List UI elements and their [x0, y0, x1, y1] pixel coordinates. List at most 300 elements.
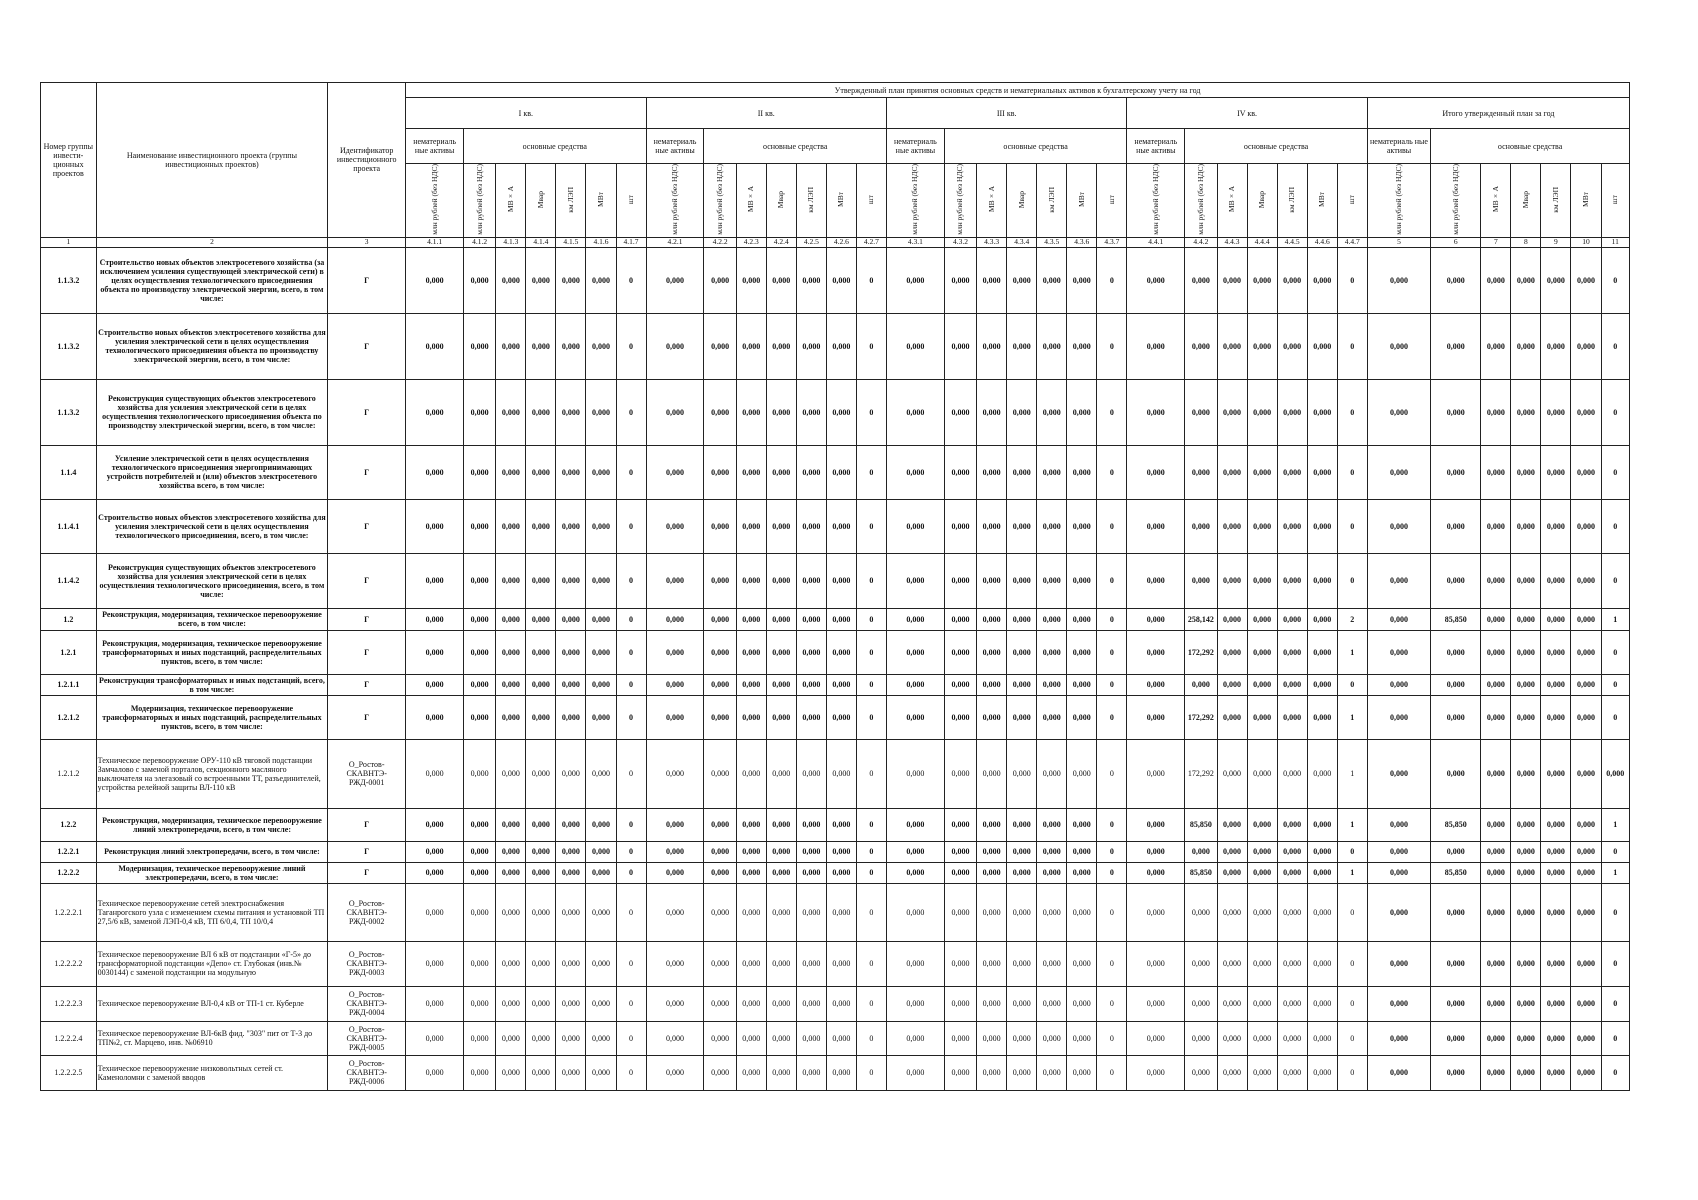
row-total-cell: 0,000 [1367, 739, 1430, 808]
row-total-cell: 0,000 [1367, 1021, 1430, 1055]
row-group-number: 1.1.4 [41, 445, 97, 499]
row-total-cell: 0,000 [1511, 445, 1541, 499]
column-number-row [41, 237, 1630, 247]
row-total-cell: 0,000 [1571, 313, 1601, 379]
column-number: 4.3.2 [944, 237, 976, 247]
row-value-cell: 0,000 [464, 630, 496, 674]
row-total-cell: 0,000 [1571, 841, 1601, 862]
row-value-cell: 0,000 [826, 808, 856, 841]
row-project-id: Г [328, 808, 406, 841]
row-total-cell: 0 [1601, 883, 1630, 941]
row-value-cell: 0,000 [1037, 695, 1067, 739]
row-value-cell: 0,000 [704, 1055, 736, 1090]
row-total-cell: 0,000 [1511, 695, 1541, 739]
row-total-cell: 0,000 [1571, 1055, 1601, 1090]
row-value-cell: 0,000 [977, 379, 1007, 445]
row-value-cell: 0,000 [496, 883, 526, 941]
row-value-cell: 0,000 [406, 379, 464, 445]
row-value-cell: 0,000 [704, 674, 736, 695]
row-project-name: Реконструкция трансформаторных и иных подстанций, всего, в том числе: [96, 674, 328, 695]
row-value-cell: 0,000 [1007, 862, 1037, 883]
row-value-cell: 0,000 [1277, 883, 1307, 941]
row-total-cell: 0,000 [1541, 313, 1571, 379]
row-value-cell: 0,000 [944, 499, 976, 553]
row-value-cell: 0,000 [556, 247, 586, 313]
row-value-cell: 0,000 [826, 986, 856, 1021]
row-total-cell: 0,000 [1481, 313, 1511, 379]
row-total-cell: 0,000 [1431, 379, 1481, 445]
header-unit-label: Мвар [1257, 190, 1267, 208]
row-value-cell: 0,000 [766, 499, 796, 553]
row-total-cell: 0,000 [1511, 1021, 1541, 1055]
row-value-cell: 0,000 [1007, 1021, 1037, 1055]
column-number: 4.2.3 [736, 237, 766, 247]
row-value-cell: 0,000 [586, 739, 616, 808]
table-row [41, 808, 1630, 841]
row-value-cell: 0,000 [1007, 1055, 1037, 1090]
row-value-cell: 0,000 [944, 1055, 976, 1090]
row-value-cell: 0,000 [526, 674, 556, 695]
row-value-cell: 0,000 [586, 695, 616, 739]
row-total-cell: 0,000 [1367, 883, 1430, 941]
row-value-cell: 0 [1337, 1021, 1367, 1055]
row-value-cell: 0 [856, 883, 886, 941]
row-total-cell: 0,000 [1541, 608, 1571, 630]
row-value-cell: 0,000 [406, 499, 464, 553]
header-unit-label: Мвар [776, 190, 786, 208]
row-value-cell: 0,000 [1127, 739, 1185, 808]
row-value-cell: 0,000 [526, 941, 556, 986]
row-value-cell: 0,000 [766, 808, 796, 841]
row-total-cell: 0,000 [1571, 986, 1601, 1021]
row-value-cell: 0,000 [646, 862, 704, 883]
row-value-cell: 0,000 [1307, 695, 1337, 739]
row-value-cell: 0,000 [646, 608, 704, 630]
row-value-cell: 0,000 [1007, 313, 1037, 379]
row-value-cell: 0,000 [766, 379, 796, 445]
row-value-cell: 0,000 [406, 941, 464, 986]
row-value-cell: 0,000 [1067, 841, 1097, 862]
row-total-cell: 0,000 [1571, 862, 1601, 883]
row-value-cell: 0,000 [1247, 499, 1277, 553]
row-value-cell: 1 [1337, 695, 1367, 739]
row-value-cell: 0,000 [406, 313, 464, 379]
column-number: 3 [328, 237, 406, 247]
row-value-cell: 0,000 [526, 808, 556, 841]
row-value-cell: 0,000 [766, 941, 796, 986]
row-total-cell: 0,000 [1541, 379, 1571, 445]
row-value-cell: 0,000 [1127, 941, 1185, 986]
row-value-cell: 0,000 [1217, 247, 1247, 313]
row-value-cell: 0 [616, 630, 646, 674]
row-value-cell: 0,000 [796, 379, 826, 445]
row-value-cell: 0 [1337, 941, 1367, 986]
row-value-cell: 0,000 [586, 986, 616, 1021]
row-project-id: Г [328, 445, 406, 499]
row-group-number: 1.2.1 [41, 630, 97, 674]
row-total-cell: 0 [1601, 630, 1630, 674]
row-value-cell: 0,000 [766, 883, 796, 941]
table-row [41, 499, 1630, 553]
row-value-cell: 0,000 [1067, 674, 1097, 695]
row-total-cell: 0,000 [1511, 499, 1541, 553]
row-value-cell: 0,000 [556, 941, 586, 986]
row-total-cell: 0,000 [1481, 499, 1511, 553]
row-value-cell: 0 [616, 445, 646, 499]
row-value-cell: 0 [1097, 608, 1127, 630]
row-group-number: 1.2.1.1 [41, 674, 97, 695]
row-value-cell: 258,142 [1185, 608, 1217, 630]
row-value-cell: 0,000 [977, 313, 1007, 379]
table-row [41, 862, 1630, 883]
row-total-cell: 0,000 [1481, 808, 1511, 841]
row-group-number: 1.2.1.2 [41, 695, 97, 739]
row-value-cell: 0,000 [1127, 841, 1185, 862]
header-unit-label: МВт [1580, 191, 1590, 207]
row-value-cell: 0,000 [1007, 986, 1037, 1021]
row-value-cell: 0,000 [736, 1055, 766, 1090]
row-value-cell: 0 [856, 247, 886, 313]
row-total-cell: 85,850 [1431, 808, 1481, 841]
row-value-cell: 0,000 [1067, 630, 1097, 674]
row-group-number: 1.2.1.2 [41, 739, 97, 808]
row-value-cell: 0,000 [736, 313, 766, 379]
row-value-cell: 0,000 [1037, 247, 1067, 313]
row-value-cell: 0,000 [1217, 313, 1247, 379]
row-value-cell: 0 [616, 739, 646, 808]
row-value-cell: 0,000 [796, 941, 826, 986]
row-value-cell: 0 [1337, 247, 1367, 313]
row-total-cell: 0,000 [1481, 553, 1511, 608]
row-value-cell: 0,000 [826, 1021, 856, 1055]
row-project-name: Техническое перевооружение низковольтных сетей ст. Каменоломни с заменой вводов [96, 1055, 328, 1090]
row-value-cell: 0,000 [406, 739, 464, 808]
row-total-cell: 0,000 [1431, 247, 1481, 313]
row-value-cell: 0,000 [1277, 674, 1307, 695]
row-value-cell: 0,000 [1247, 445, 1277, 499]
row-total-cell: 0,000 [1481, 608, 1511, 630]
row-value-cell: 0,000 [796, 986, 826, 1021]
row-value-cell: 0,000 [586, 499, 616, 553]
row-project-name: Строительство новых объектов электросетевого хозяйства для усиления электрической сети в целях осуществления технологического присоединения, всего, в том числе: [96, 499, 328, 553]
row-value-cell: 0,000 [1185, 445, 1217, 499]
row-value-cell: 0,000 [496, 1021, 526, 1055]
row-value-cell: 0,000 [1217, 1021, 1247, 1055]
row-value-cell: 0,000 [496, 379, 526, 445]
column-number: 4.4.1 [1127, 237, 1185, 247]
row-value-cell: 0,000 [1217, 808, 1247, 841]
row-value-cell: 0,000 [464, 608, 496, 630]
header-unit-cell [977, 164, 1007, 238]
header-unit-cell [1037, 164, 1067, 238]
row-value-cell: 0,000 [646, 313, 704, 379]
row-value-cell: 0,000 [1307, 608, 1337, 630]
row-value-cell: 0,000 [1217, 445, 1247, 499]
row-value-cell: 0,000 [736, 630, 766, 674]
row-value-cell: 0,000 [766, 247, 796, 313]
row-value-cell: 0,000 [944, 1021, 976, 1055]
row-total-cell: 0,000 [1481, 1055, 1511, 1090]
row-value-cell: 0,000 [1185, 379, 1217, 445]
row-value-cell: 0 [856, 841, 886, 862]
row-value-cell: 0,000 [704, 883, 736, 941]
row-value-cell: 0,000 [1307, 247, 1337, 313]
row-value-cell: 0,000 [464, 499, 496, 553]
row-project-id: О_Ростов-СКАВНТЭ-РЖД-0006 [328, 1055, 406, 1090]
row-value-cell: 0 [1097, 313, 1127, 379]
row-value-cell: 0,000 [1007, 445, 1037, 499]
column-number: 4.2.7 [856, 237, 886, 247]
row-value-cell: 0 [616, 313, 646, 379]
column-number: 4.4.2 [1185, 237, 1217, 247]
row-value-cell: 0,000 [704, 941, 736, 986]
row-value-cell: 0,000 [406, 841, 464, 862]
header-unit-cell [526, 164, 556, 238]
row-value-cell: 0 [616, 1021, 646, 1055]
row-value-cell: 0 [856, 630, 886, 674]
row-value-cell: 0,000 [1067, 247, 1097, 313]
table-row [41, 247, 1630, 313]
row-value-cell: 0 [1097, 630, 1127, 674]
header-quarter-1: I кв. [406, 98, 646, 129]
row-value-cell: 0,000 [1185, 247, 1217, 313]
header-unit-label: шт [1106, 194, 1116, 204]
row-value-cell: 0,000 [1037, 630, 1067, 674]
row-total-cell: 0,000 [1431, 941, 1481, 986]
row-total-cell: 0,000 [1571, 1021, 1601, 1055]
row-total-cell: 0 [1601, 247, 1630, 313]
row-value-cell: 0,000 [1185, 941, 1217, 986]
header-unit-cell [1511, 164, 1541, 238]
header-intangible-q4: нематериаль ные активы [1127, 129, 1185, 164]
row-value-cell: 0,000 [496, 941, 526, 986]
header-unit-cell [1097, 164, 1127, 238]
row-value-cell: 0,000 [1067, 739, 1097, 808]
row-value-cell: 0,000 [1307, 808, 1337, 841]
header-intangible-q2: нематериаль ные активы [646, 129, 704, 164]
row-project-id: О_Ростов-СКАВНТЭ-РЖД-0005 [328, 1021, 406, 1055]
row-project-id: О_Ростов-СКАВНТЭ-РЖД-0001 [328, 739, 406, 808]
row-group-number: 1.1.3.2 [41, 313, 97, 379]
row-total-cell: 0,000 [1431, 841, 1481, 862]
row-total-cell: 0,000 [1511, 883, 1541, 941]
row-value-cell: 172,292 [1185, 630, 1217, 674]
row-project-id: Г [328, 674, 406, 695]
row-value-cell: 0,000 [586, 1021, 616, 1055]
row-value-cell: 0,000 [766, 841, 796, 862]
row-value-cell: 0,000 [1307, 379, 1337, 445]
header-unit-label: Мвар [1016, 190, 1026, 208]
row-group-number: 1.2.2.2.3 [41, 986, 97, 1021]
row-value-cell: 0,000 [586, 862, 616, 883]
row-value-cell: 1 [1337, 630, 1367, 674]
row-value-cell: 0,000 [586, 608, 616, 630]
row-total-cell: 0,000 [1431, 630, 1481, 674]
row-value-cell: 0,000 [944, 695, 976, 739]
header-intangible-total: нематериаль ные активы [1367, 129, 1430, 164]
row-value-cell: 0,000 [1007, 247, 1037, 313]
row-value-cell: 0,000 [556, 1055, 586, 1090]
row-value-cell: 0,000 [1307, 739, 1337, 808]
row-total-cell: 0,000 [1367, 841, 1430, 862]
row-value-cell: 0,000 [826, 630, 856, 674]
row-value-cell: 0,000 [1277, 986, 1307, 1021]
row-value-cell: 0,000 [1007, 499, 1037, 553]
row-value-cell: 0,000 [826, 695, 856, 739]
column-number: 4.1.7 [616, 237, 646, 247]
row-value-cell: 0,000 [496, 986, 526, 1021]
row-value-cell: 0 [856, 553, 886, 608]
row-value-cell: 0,000 [464, 1055, 496, 1090]
header-unit-label: млн рублей (без НДС) [1150, 164, 1160, 235]
row-value-cell: 0,000 [944, 674, 976, 695]
header-unit-label: км ЛЭП [1287, 186, 1297, 213]
row-value-cell: 1 [1337, 739, 1367, 808]
row-value-cell: 0,000 [1277, 379, 1307, 445]
row-value-cell: 0,000 [736, 986, 766, 1021]
column-number: 4.4.7 [1337, 237, 1367, 247]
row-total-cell: 0 [1601, 1055, 1630, 1090]
row-total-cell: 0,000 [1511, 313, 1541, 379]
row-value-cell: 0,000 [1247, 608, 1277, 630]
row-value-cell: 0,000 [1067, 499, 1097, 553]
row-value-cell: 0,000 [886, 553, 944, 608]
header-unit-cell [704, 164, 736, 238]
row-value-cell: 0,000 [1217, 941, 1247, 986]
row-value-cell: 0 [616, 553, 646, 608]
row-value-cell: 0,000 [526, 739, 556, 808]
header-unit-cell [1277, 164, 1307, 238]
row-project-id: Г [328, 499, 406, 553]
row-total-cell: 0,000 [1511, 862, 1541, 883]
row-value-cell: 0,000 [556, 986, 586, 1021]
row-value-cell: 172,292 [1185, 695, 1217, 739]
row-total-cell: 0 [1601, 695, 1630, 739]
row-value-cell: 0,000 [1277, 862, 1307, 883]
row-value-cell: 0,000 [796, 630, 826, 674]
row-value-cell: 0 [616, 608, 646, 630]
row-value-cell: 0,000 [796, 674, 826, 695]
row-value-cell: 0,000 [1247, 553, 1277, 608]
row-total-cell: 0,000 [1431, 499, 1481, 553]
header-unit-cell [1431, 164, 1481, 238]
row-project-id: Г [328, 695, 406, 739]
row-value-cell: 0 [856, 986, 886, 1021]
header-unit-cell [646, 164, 704, 238]
row-value-cell: 0,000 [766, 608, 796, 630]
row-value-cell: 0,000 [1307, 630, 1337, 674]
row-project-id: О_Ростов-СКАВНТЭ-РЖД-0003 [328, 941, 406, 986]
row-project-name: Техническое перевооружение ВЛ 6 кВ от подстанции «Г-5» до трансформаторной подстанции «Депо» ст. Глубокая (инв.№ 0030144) с заменой подстанции на модульную [96, 941, 328, 986]
row-value-cell: 0,000 [736, 379, 766, 445]
header-unit-label: шт [866, 194, 876, 204]
row-total-cell: 0,000 [1367, 1055, 1430, 1090]
row-value-cell: 0 [1097, 1055, 1127, 1090]
header-unit-label: км ЛЭП [565, 186, 575, 213]
header-unit-label: км ЛЭП [806, 186, 816, 213]
row-value-cell: 0 [856, 941, 886, 986]
row-value-cell: 0 [856, 499, 886, 553]
row-value-cell: 0,000 [944, 630, 976, 674]
row-value-cell: 0,000 [526, 841, 556, 862]
row-value-cell: 0,000 [826, 608, 856, 630]
row-value-cell: 0 [1337, 553, 1367, 608]
column-number: 1 [41, 237, 97, 247]
row-value-cell: 0,000 [646, 739, 704, 808]
row-value-cell: 0 [856, 445, 886, 499]
row-value-cell: 0 [1097, 808, 1127, 841]
row-project-name: Усиление электрической сети в целях осуществления технологического присоединения энергопринимающих устройств потребителей и (или) объектов электросетевого хозяйства всего, в том числе: [96, 445, 328, 499]
row-value-cell: 0,000 [977, 986, 1007, 1021]
header-unit-label: млн рублей (без НДС) [1450, 164, 1460, 235]
row-value-cell: 0,000 [736, 1021, 766, 1055]
plan-table [40, 82, 1630, 1091]
header-unit-cell [1007, 164, 1037, 238]
row-value-cell: 0,000 [704, 313, 736, 379]
row-value-cell: 0,000 [977, 445, 1007, 499]
row-value-cell: 0 [616, 379, 646, 445]
row-total-cell: 0,000 [1481, 445, 1511, 499]
row-total-cell: 0,000 [1431, 695, 1481, 739]
row-project-name: Реконструкция, модернизация, техническое перевооружение всего, в том числе: [96, 608, 328, 630]
row-value-cell: 0,000 [1007, 379, 1037, 445]
table-header [41, 83, 1630, 248]
header-unit-label: МВт [1076, 191, 1086, 207]
row-value-cell: 0,000 [977, 1021, 1007, 1055]
row-value-cell: 0,000 [886, 674, 944, 695]
row-value-cell: 0,000 [1277, 941, 1307, 986]
row-total-cell: 0,000 [1367, 247, 1430, 313]
column-number: 4.1.4 [526, 237, 556, 247]
row-value-cell: 0,000 [464, 553, 496, 608]
row-value-cell: 0,000 [1307, 841, 1337, 862]
row-total-cell: 0,000 [1367, 862, 1430, 883]
row-value-cell: 0,000 [826, 379, 856, 445]
row-value-cell: 0,000 [1067, 553, 1097, 608]
row-total-cell: 0,000 [1431, 1055, 1481, 1090]
row-value-cell: 0,000 [1277, 1055, 1307, 1090]
row-value-cell: 0 [616, 862, 646, 883]
row-group-number: 1.1.3.2 [41, 379, 97, 445]
row-value-cell: 0,000 [977, 808, 1007, 841]
row-value-cell: 0,000 [586, 553, 616, 608]
row-value-cell: 0,000 [977, 499, 1007, 553]
row-value-cell: 0,000 [1007, 608, 1037, 630]
header-unit-label: шт [1347, 194, 1357, 204]
row-total-cell: 0,000 [1571, 445, 1601, 499]
row-total-cell: 0,000 [1511, 379, 1541, 445]
column-number: 4.1.6 [586, 237, 616, 247]
row-value-cell: 0,000 [1247, 808, 1277, 841]
row-value-cell: 0,000 [736, 674, 766, 695]
header-unit-cell [1571, 164, 1601, 238]
row-value-cell: 0,000 [526, 883, 556, 941]
row-value-cell: 0,000 [766, 674, 796, 695]
column-number: 10 [1571, 237, 1601, 247]
row-total-cell: 0,000 [1541, 695, 1571, 739]
row-value-cell: 0,000 [1127, 883, 1185, 941]
row-value-cell: 0,000 [1277, 808, 1307, 841]
row-value-cell: 0,000 [796, 445, 826, 499]
header-unit-cell [464, 164, 496, 238]
row-value-cell: 0,000 [977, 695, 1007, 739]
row-value-cell: 0,000 [526, 986, 556, 1021]
header-fixed-assets-q2: основные средства [704, 129, 887, 164]
row-value-cell: 0,000 [1067, 883, 1097, 941]
row-total-cell: 85,850 [1431, 608, 1481, 630]
row-value-cell: 0,000 [586, 808, 616, 841]
column-number: 4.2.2 [704, 237, 736, 247]
